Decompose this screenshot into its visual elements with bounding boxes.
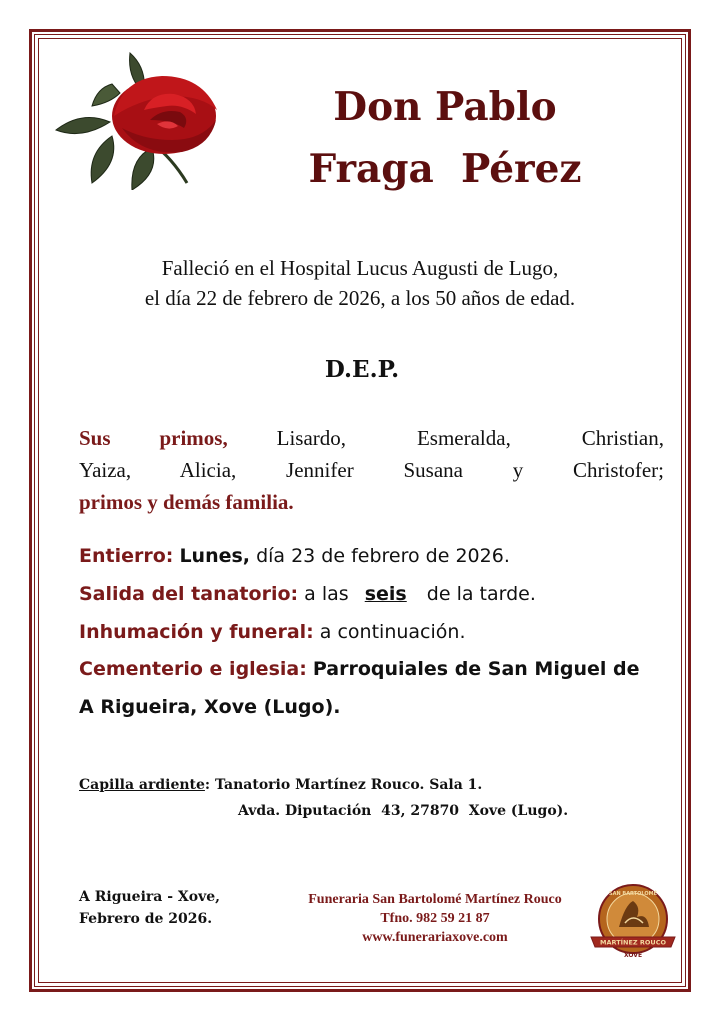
departure-time: seis — [364, 583, 407, 605]
family-names-line1: Lisardo, Esmeralda, Christian, — [276, 426, 664, 450]
funeral-home-web[interactable]: www.funerariaxove.com — [362, 930, 508, 945]
chapel-address-line1: Tanatorio Martínez Rouco. Sala 1. — [214, 777, 483, 793]
death-notice-line1: Falleció en el Hospital Lucus Augusti de Lugo, — [161, 256, 559, 280]
family-line2: Yaiza, Alicia, Jennifer Susana y Christofer; — [79, 458, 664, 482]
deceased-name-line1: Don Pablo — [333, 84, 557, 130]
funeral-value: a continuación. — [319, 621, 466, 643]
departure-post: de la tarde. — [426, 583, 536, 605]
logo-text-top: SAN BARTOLOMÉ — [608, 891, 658, 897]
cemetery-info — [79, 658, 639, 680]
cemetery-value-line1: Parroquiales de San Miguel de — [312, 658, 640, 680]
departure-pre: a las — [304, 583, 349, 605]
funeral-home-phone: Tfno. 982 59 21 87 — [380, 911, 490, 926]
family-label-cousins: Sus primos, — [79, 426, 228, 450]
logo-text-bottom: MARTÍNEZ ROUCO — [599, 938, 667, 947]
burial-date: día 23 de febrero de 2026. — [256, 545, 510, 567]
family-line1 — [79, 426, 664, 451]
place-line: A Rigueira - Xove, — [79, 889, 221, 905]
date-line: Febrero de 2026. — [79, 911, 213, 927]
logo-text-base: XOVE — [623, 952, 643, 959]
chapel-label: Capilla ardiente — [79, 777, 205, 793]
funeral-info — [79, 621, 465, 643]
death-notice-line2: el día 22 de febrero de 2026, a los 50 años de edad. — [144, 286, 576, 310]
chapel-address-line2: Avda. Diputación 43, 27870 Xove (Lugo). — [238, 803, 569, 819]
family-line3 — [79, 490, 664, 515]
chapel-line1 — [79, 777, 482, 793]
funeral-home-logo — [585, 883, 681, 963]
cemetery-value-line2: A Rigueira, Xove (Lugo). — [79, 696, 341, 718]
burial-label: Entierro: — [79, 545, 174, 567]
departure-label: Salida del tanatorio: — [79, 583, 299, 605]
dep-heading: D.E.P. — [324, 356, 400, 383]
funeral-label: Inhumación y funeral: — [79, 621, 314, 643]
funeral-home-name: Funeraria San Bartolomé Martínez Rouco — [308, 892, 562, 907]
cemetery-label: Cementerio e iglesia: — [79, 658, 307, 680]
burial-day: Lunes, — [179, 545, 251, 567]
deceased-name-line2: Fraga Pérez — [308, 146, 582, 192]
burial-info — [79, 545, 510, 567]
family-label-others: primos y demás familia. — [79, 490, 294, 514]
rose-icon — [52, 48, 222, 190]
departure-info — [79, 583, 536, 605]
chapel-colon: : — [204, 777, 211, 793]
